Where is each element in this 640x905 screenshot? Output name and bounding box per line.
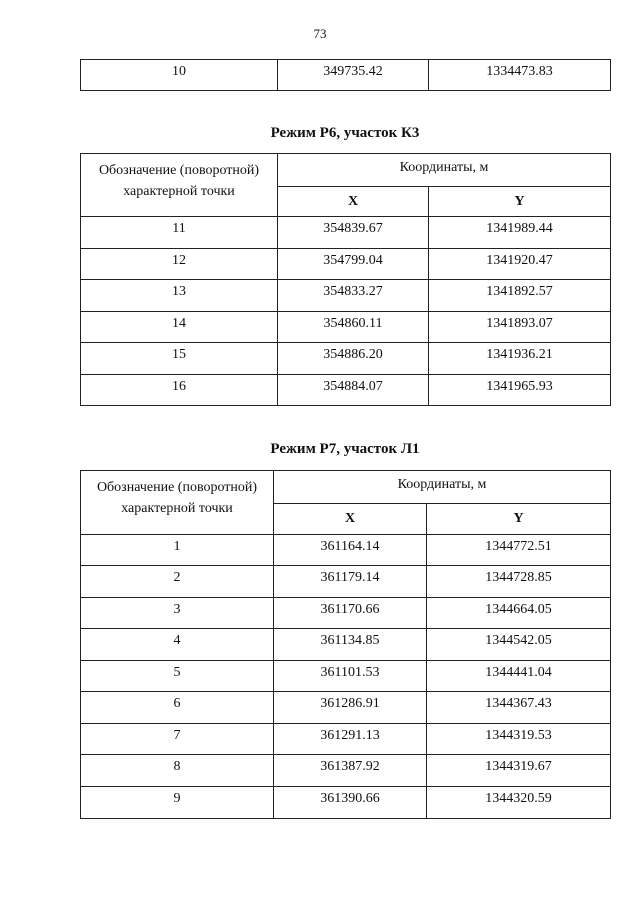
table-row [81,312,611,343]
table-row [81,661,611,692]
table-row [81,217,611,249]
table-row [81,375,611,406]
x-cell: 361291.13 [274,724,427,755]
y-cell: 1344772.51 [427,535,611,566]
x-cell: 361164.14 [274,535,427,566]
y-cell: 1334473.83 [429,60,611,91]
y-cell: 1344728.85 [427,566,611,598]
top-coordinates-table [80,59,611,91]
y-cell: 1341989.44 [429,217,611,249]
table-row [81,343,611,375]
point-cell: 3 [81,598,274,629]
x-cell: 361134.85 [274,629,427,661]
point-cell: 10 [81,60,278,91]
x-cell: 361390.66 [274,787,427,819]
x-cell: 354860.11 [278,312,429,343]
x-cell: 361387.92 [274,755,427,787]
x-cell: 354833.27 [278,280,429,312]
header-x: X [278,187,429,217]
header-x: X [274,504,427,535]
coordinates-table-p7 [80,470,611,819]
y-cell: 1344441.04 [427,661,611,692]
header-coordinates: Координаты, м [274,471,611,504]
y-cell: 1344542.05 [427,629,611,661]
y-cell: 1341936.21 [429,343,611,375]
header-point-designation: Обозначение (поворотной) характерной точки [81,471,274,535]
table-row [81,535,611,566]
table-body [81,217,611,406]
point-cell: 2 [81,566,274,598]
x-cell: 354799.04 [278,249,429,280]
point-cell: 1 [81,535,274,566]
y-cell: 1344319.67 [427,755,611,787]
point-cell: 9 [81,787,274,819]
page-number: 73 [313,26,327,41]
table-row [81,724,611,755]
y-cell: 1341893.07 [429,312,611,343]
x-cell: 361170.66 [274,598,427,629]
x-cell: 361286.91 [274,692,427,724]
section-heading-p7: Режим Р7, участок Л1 [270,441,420,457]
x-cell: 354839.67 [278,217,429,249]
y-cell: 1341965.93 [429,375,611,406]
x-cell: 361179.14 [274,566,427,598]
point-cell: 4 [81,629,274,661]
point-cell: 13 [81,280,278,312]
x-cell: 349735.42 [278,60,429,91]
y-cell: 1341892.57 [429,280,611,312]
table-header [81,471,611,535]
x-cell: 354884.07 [278,375,429,406]
section-heading-p6: Режим Р6, участок К3 [270,125,420,141]
y-cell: 1341920.47 [429,249,611,280]
point-cell: 14 [81,312,278,343]
y-cell: 1344664.05 [427,598,611,629]
y-cell: 1344320.59 [427,787,611,819]
table-row [81,787,611,819]
table-row [81,629,611,661]
point-cell: 5 [81,661,274,692]
header-y: Y [429,187,611,217]
point-cell: 6 [81,692,274,724]
table-row [81,249,611,280]
x-cell: 354886.20 [278,343,429,375]
header-point-designation: Обозначение (поворотной) характерной точки [81,154,278,217]
table-row [81,598,611,629]
table-body [81,535,611,819]
point-cell: 8 [81,755,274,787]
table-row [81,692,611,724]
point-cell: 15 [81,343,278,375]
y-cell: 1344319.53 [427,724,611,755]
y-cell: 1344367.43 [427,692,611,724]
point-cell: 16 [81,375,278,406]
table-header [81,154,611,217]
x-cell: 361101.53 [274,661,427,692]
point-cell: 7 [81,724,274,755]
point-cell: 11 [81,217,278,249]
coordinates-table-p6 [80,153,611,406]
point-cell: 12 [81,249,278,280]
table-row [81,755,611,787]
top-table-body [81,60,611,91]
header-coordinates: Координаты, м [278,154,611,187]
table-row [81,60,611,91]
table-row [81,566,611,598]
table-row [81,280,611,312]
header-y: Y [427,504,611,535]
